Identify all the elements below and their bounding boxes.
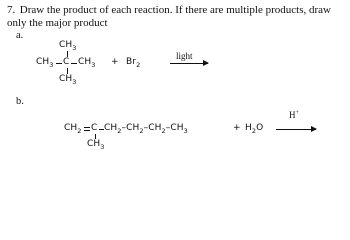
part-b-methyl-substituent: $CH_3$ [87,139,105,151]
part-a-top-methyl: $CH_3$ [59,40,77,52]
question-7 [7,4,343,30]
part-b-catalyst: H+ [289,110,299,120]
part-a-right-methyl: $CH_3$ [78,57,96,69]
part-b-plus: + [233,123,241,133]
part-a-bond-left [56,63,62,64]
part-a-reagent: $Br_2$ [126,57,141,69]
part-a-center-carbon: C [63,57,70,67]
part-a-reaction-arrow [170,63,208,64]
part-a-plus: + [111,57,119,67]
part-b-reaction-arrow [276,129,316,130]
question-number: 7. [7,4,16,16]
part-b-alkene-carbon: C [91,123,98,133]
question-text: Draw the product of each reaction. If there are multiple products, draw only the major product [7,4,331,29]
part-a-bond-right [71,63,77,64]
part-a-condition: light [176,51,193,61]
part-b-double-bond-line-1 [84,127,90,128]
part-b-label: b. [16,96,24,107]
part-a-label: a. [16,30,24,41]
part-b-reagent: $H_2O$ [245,123,264,135]
part-a-left-methyl: $CH_3$ [36,57,54,69]
part-a-bottom-methyl: $CH_3$ [59,74,77,86]
part-b-chain: $CH_2-CH_2-CH_2-CH_3$ [104,123,188,135]
part-b-terminal-ch2: $CH_2$ [64,123,82,135]
part-b-double-bond-line-2 [84,130,90,131]
